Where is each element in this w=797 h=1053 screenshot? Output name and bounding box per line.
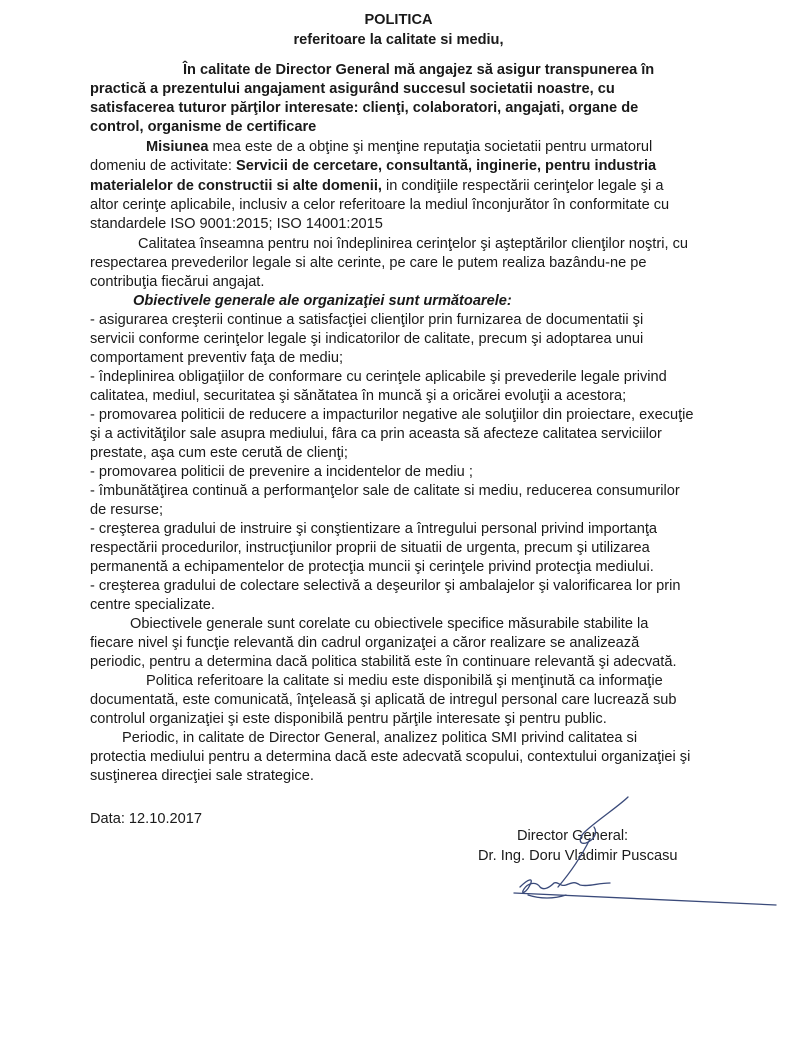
objective-line: calitatea, mediul, securitatea şi sănătatea în muncă şi a oricărei evoluţii a acestora; bbox=[90, 388, 627, 404]
objective-line: de resurse; bbox=[90, 502, 164, 518]
mission-text: mea este de a obţine şi menţine reputaţia societatii pentru urmatorul bbox=[208, 139, 653, 155]
intro-line: satisfacerea tuturor părţilor interesate: clienţi, colaboratori, angajati, organe de bbox=[90, 100, 639, 116]
mission-text: in condiţiile respectării cerinţelor legale şi a bbox=[381, 178, 664, 194]
objective-line: respectării procedurilor, instrucţiunilor proprii de situatii de urgenta, precum şi utilizarea bbox=[90, 540, 650, 556]
mission-line: altor cerinţe aplicabile, inclusiv a celor referitoare la mediul înconjurător în conformitate cu bbox=[90, 197, 670, 213]
closing-line: protectia mediului pentru a determina dacă este adecvată scopului, contextului organizaţiei şi bbox=[90, 749, 691, 765]
objective-line: - creşterea gradului de instruire şi conştientizare a întregului personal privind importanţa bbox=[90, 521, 658, 537]
objective-line: - promovarea politicii de reducere a impacturilor negative ale soluţiilor din proiectare, execuţie bbox=[90, 407, 694, 423]
objective-line: permanentă a echipamentelor de protecţia muncii şi cerinţele privind protecţia mediului. bbox=[90, 559, 654, 575]
quality-line: contribuţia fiecărui angajat. bbox=[90, 274, 265, 290]
objective-line: - creşterea gradului de colectare selectivă a deşeurilor şi ambalajelor şi valorificarea lor prin bbox=[90, 578, 681, 594]
objectives-heading: Obiectivele generale ale organizaţiei sunt următoarele: bbox=[133, 293, 512, 309]
closing-line: Politica referitoare la calitate si mediu este disponibilă şi menţinută ca informaţie bbox=[146, 673, 663, 689]
signatory-role: Director General: bbox=[517, 828, 629, 844]
mission-line bbox=[90, 177, 663, 195]
closing-line: Periodic, in calitate de Director General, analizez politica SMI privind calitatea si bbox=[122, 730, 638, 746]
objective-line: şi a activităţilor sale asupra mediului, fâra ca prin aceasta să afecteze calitatea serviciilor bbox=[90, 426, 662, 442]
closing-line: fiecare nivel şi funcţie relevantă din cadrul organizaţei a căror realizare se analizează bbox=[90, 635, 640, 651]
objective-line: centre specializate. bbox=[90, 597, 215, 613]
mission-domain: Servicii de cercetare, consultantă, inginerie, pentru industria bbox=[236, 158, 657, 174]
page-title: POLITICA bbox=[364, 12, 433, 28]
closing-line: controlul organizaţiei şi este disponibilă pentru părţile interesate şi pentru public. bbox=[90, 711, 607, 727]
closing-line: documentată, este comunicată, înţeleasă şi aplicată de intregul personal care lucrează sub bbox=[90, 692, 677, 708]
objective-line: comportament preventiv faţa de mediu; bbox=[90, 350, 344, 366]
objective-line: servicii conforme cerinţelor legale şi indicatorilor de calitate, precum şi adoptarea unui bbox=[90, 331, 644, 347]
mission-line bbox=[90, 157, 656, 175]
objective-line: prestate, aşa cum este cerută de clienţi; bbox=[90, 445, 348, 461]
quality-line: respectarea prevederilor legale si alte cerinte, pe care le putem realiza bazându-ne pe bbox=[90, 255, 647, 271]
objective-line: - îmbunătăţirea continuă a performanţelor sale de calitate si mediu, reducerea consumurilor bbox=[90, 483, 680, 499]
objective-line: - promovarea politicii de prevenire a incidentelor de mediu ; bbox=[90, 464, 473, 480]
intro-line: În calitate de Director General mă angajez să asigur transpunerea în bbox=[183, 62, 655, 78]
signatory-name: Dr. Ing. Doru Vladimir Puscasu bbox=[478, 848, 678, 864]
closing-line: periodic, pentru a determina dacă politica stabilită este în continuare relevantă şi adecvată. bbox=[90, 654, 677, 670]
document-date: Data: 12.10.2017 bbox=[90, 811, 202, 827]
page-subtitle: referitoare la calitate si mediu, bbox=[293, 32, 504, 48]
mission-line: standardele ISO 9001:2015; ISO 14001:2015 bbox=[90, 216, 383, 232]
closing-line: susţinerea direcţiei sale strategice. bbox=[90, 768, 314, 784]
intro-line: control, organisme de certificare bbox=[90, 119, 317, 135]
closing-line: Obiectivele generale sunt corelate cu obiectivele specifice măsurabile stabilite la bbox=[130, 616, 649, 632]
mission-text: domeniu de activitate: bbox=[90, 158, 237, 174]
mission-domain: materialelor de constructii si alte domenii, bbox=[90, 178, 382, 194]
mission-lead: Misiunea bbox=[146, 139, 209, 155]
intro-line: practică a prezentului angajament asigurând succesul societatii noastre, cu bbox=[90, 81, 615, 97]
handwritten-signature bbox=[470, 795, 780, 915]
quality-line: Calitatea înseamna pentru noi îndeplinirea cerinţelor şi aşteptărilor clienţilor noştri, cu bbox=[138, 236, 688, 252]
mission-line bbox=[146, 138, 652, 156]
objective-line: - asigurarea creşterii continue a satisfacţiei clienţilor prin furnizarea de documentatii şi bbox=[90, 312, 644, 328]
objective-line: - îndeplinirea obligaţiilor de conformare cu cerinţele aplicabile şi prevederile legale privind bbox=[90, 369, 667, 385]
